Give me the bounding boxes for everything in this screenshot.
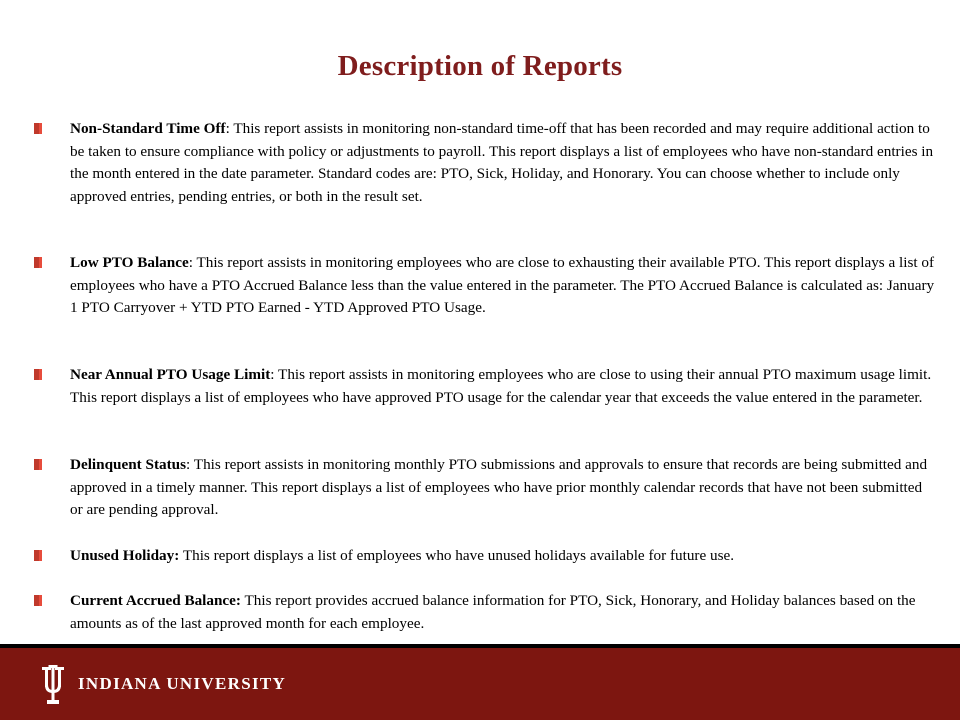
item-description: This report assists in monitoring non-standard time-off that has been recorded and may require additional action to be taken to ensure compliance with policy or adjustments to payroll. This report displays a list of employees who have non-standard entries in the month entered in the date parameter. Standard codes are: PTO, Sick, Holiday, and Honorary. You can choose whether to include only approved entries, pending entries, or both in the result set.	[70, 120, 934, 205]
item-text	[70, 454, 935, 522]
item-separator: :	[186, 456, 191, 473]
item-description: This report assists in monitoring employees who are close to using their annual PTO maximum usage limit. This report displays a list of employees who have approved PTO usage for the calendar year that exceeds the value entered in the parameter.	[70, 366, 932, 406]
page-title: Description of Reports	[337, 50, 623, 82]
bullet-icon	[34, 459, 42, 470]
iu-trident-icon	[38, 665, 68, 707]
item-description: This report provides accrued balance information for PTO, Sick, Honorary, and Holiday balances based on the amounts as of the last approved month for each employee.	[70, 592, 916, 632]
item-description: This report assists in monitoring monthly PTO submissions and approvals to ensure that records are being submitted and approved in a timely manner. This report displays a list of employees who have prior monthly calendar records that have not been submitted or are pending approval.	[70, 456, 928, 519]
footer-bar	[0, 648, 960, 720]
item-separator: :	[225, 120, 230, 137]
item-name: Unused Holiday:	[70, 547, 180, 564]
item-name: Near Annual PTO Usage Limit	[70, 366, 271, 383]
bullet-icon	[34, 595, 42, 606]
item-name: Delinquent Status	[70, 456, 187, 473]
item-text	[70, 590, 935, 635]
item-text	[70, 252, 935, 320]
bullet-icon	[34, 257, 42, 268]
item-separator: :	[188, 254, 193, 271]
item-description: This report assists in monitoring employees who are close to exhausting their available PTO. This report displays a list of employees who have a PTO Accrued Balance less than the value entered in the parameter. The PTO Accrued Balance is calculated as: January 1 PTO Carryover + YTD PTO Earned - YTD Approved PTO Usage.	[70, 254, 935, 317]
item-separator: :	[270, 366, 275, 383]
item-name: Non-Standard Time Off	[70, 120, 226, 137]
bullet-icon	[34, 369, 42, 380]
item-text	[70, 364, 935, 409]
university-name: INDIANA UNIVERSITY	[78, 674, 287, 693]
item-name: Current Accrued Balance:	[70, 592, 241, 609]
bullet-icon	[34, 123, 42, 134]
item-name: Low PTO Balance	[70, 254, 189, 271]
item-text	[70, 545, 935, 568]
item-description: This report displays a list of employees who have unused holidays available for future use.	[179, 547, 735, 564]
bullet-icon	[34, 550, 42, 561]
item-text	[70, 118, 935, 208]
